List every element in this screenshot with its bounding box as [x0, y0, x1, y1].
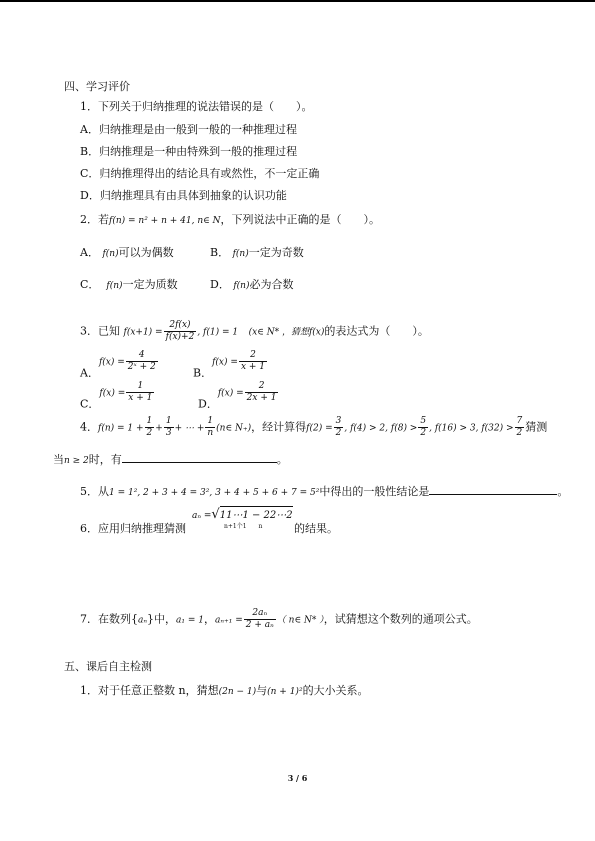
q5-answer-blank[interactable] [429, 484, 557, 495]
question-7 [80, 608, 478, 631]
question-6-stem: 6．应用归纳推理猜测 [80, 522, 186, 535]
q4-n-condition: n ≥ 2 [64, 456, 89, 466]
question-2-option-b [210, 246, 304, 261]
option-math: f(n) [106, 281, 123, 291]
option-label: C． [80, 397, 100, 411]
q4-third: $\frac{1}{3}$ [165, 416, 172, 438]
page-number: 3 / 6 [287, 773, 308, 783]
q3-lhs: f(x+1) = [123, 327, 163, 338]
q5-expression: 1 = 1², 2 + 3 + 4 = 3², 3 + 4 + 5 + 6 + 7 = 5² [109, 488, 320, 498]
option-text: 一定为奇数 [248, 246, 304, 259]
option-label: B． [193, 366, 213, 380]
question-3-option-a [80, 350, 159, 381]
q4-five-halves: $\frac{5}{2}$ [420, 416, 427, 438]
question-4-line-2 [53, 452, 288, 468]
q7-condition: （ n∈ N* ） [276, 615, 324, 626]
question-2-option-d [210, 278, 293, 293]
q5-period: 。 [557, 485, 569, 498]
comma: ， [203, 612, 215, 626]
q7-tail: ，试猜想这个数列的通项公式。 [323, 612, 478, 626]
q4-have: 时，有 [88, 453, 122, 466]
q7-number: 7．在数列{ [80, 612, 138, 626]
q7-mid: }中， [147, 612, 177, 626]
question-1-option-c: C．归纳推理得出的结论具有或然性，不一定正确 [80, 167, 320, 180]
option-lhs: f(x) = [212, 357, 238, 368]
option-label: D． [210, 278, 230, 291]
question-3-option-b [193, 350, 268, 381]
option-text: 可以为偶数 [118, 246, 174, 259]
p1-and: 与 [256, 684, 268, 697]
q4-mid: ，经计算得 [251, 420, 307, 434]
q3-fraction: $\frac{2f(x)}{f(x)+2}$ [165, 320, 195, 342]
q7-a1: a₁ = 1 [176, 615, 204, 626]
q4-f2: f(2) = [306, 423, 333, 434]
plus-sign: + [155, 423, 163, 434]
question-3-stem [80, 320, 429, 343]
question-2-stem [80, 213, 380, 228]
option-lhs: f(x) = [217, 388, 244, 399]
option-fraction: $\frac{4}{\text{2ˣ + 2}}$ [127, 350, 156, 372]
q3-tail: 的表达式为（ ）。 [324, 324, 429, 338]
q4-f4: , f(4) > 2, f(8) > [344, 423, 418, 434]
q2-number: 2．若 [80, 213, 109, 226]
q7-an: aₙ [138, 615, 148, 626]
section-heading-5: 五、课后自主检测 [64, 660, 152, 673]
option-label: D． [198, 397, 218, 411]
q2-tail: ，下列说法中正确的是（ ）。 [220, 213, 381, 226]
q4-period: 。 [276, 453, 288, 466]
practice-1 [80, 684, 369, 699]
question-6-tail: 的结果。 [294, 522, 338, 535]
q4-answer-blank[interactable] [122, 452, 277, 463]
q3-domain: (x∈ N* ，猜想 [248, 327, 309, 338]
question-1-option-b: B．归纳推理是一种由特殊到一般的推理过程 [80, 145, 298, 158]
option-math: f(n) [232, 249, 249, 259]
q3-number: 3．已知 [80, 324, 120, 338]
q6-subscript: n+1个1 n [224, 523, 263, 530]
question-1-stem: 1．下列关于归纳推理的说法错误的是（ ）。 [80, 100, 313, 113]
q4-f16: , f(16) > 3, f(32) > [429, 423, 514, 434]
option-label: A． [80, 366, 99, 380]
p1-expr-2: (n + 1)² [267, 687, 303, 697]
option-text: 必为合数 [249, 278, 294, 291]
q6-an: aₙ = [192, 511, 212, 521]
q7-recurrence-fraction: $\frac{\text{2aₙ}}{\text{2 + aₙ}}$ [245, 608, 274, 630]
option-math: f(n) [233, 281, 250, 291]
q4-definition: f(n) = 1 + [98, 423, 144, 434]
q4-three-halves: $\frac{3}{2}$ [335, 416, 342, 438]
q4-when: 当 [53, 453, 64, 466]
question-5 [80, 484, 568, 500]
q4-half: $\frac{1}{2}$ [146, 416, 153, 438]
option-lhs: f(x) = [99, 388, 126, 399]
p1-expr-1: (2n − 1) [218, 687, 257, 697]
q7-recurrence-lhs: aₙ₊₁ = [214, 615, 243, 626]
p1-stem: 1．对于任意正整数 n，猜想 [80, 684, 219, 697]
question-3-option-c [80, 381, 155, 412]
top-border-line [0, 0, 595, 2]
option-fraction: $\frac{1}{x + 1}$ [128, 381, 153, 403]
q4-seven-halves: $\frac{7}{2}$ [516, 416, 523, 438]
q4-number: 4． [80, 420, 98, 434]
option-label: B． [210, 246, 230, 259]
q4-nth: $\frac{1}{n}$ [207, 416, 214, 438]
option-lhs: f(x) = [98, 357, 125, 368]
question-2-option-a [80, 246, 174, 261]
q4-condition: (n∈ N₊) [216, 423, 252, 434]
q3-fx: f(x) [308, 327, 325, 338]
q5-tail: 中得出的一般性结论是 [319, 485, 430, 498]
q6-formula-top: aₙ =√ 11⋯1 − 22⋯2 [192, 507, 293, 522]
q2-condition: f(n) = n² + n + 41, n∈ N [109, 216, 221, 226]
option-label: C． [80, 278, 100, 291]
q3-condition: , f(1) = 1 [197, 327, 239, 338]
q4-tail: 猜测 [525, 420, 548, 434]
option-math: f(n) [102, 249, 119, 259]
question-2-option-c [80, 278, 178, 293]
option-fraction: $\frac{2}{2x + 1}$ [246, 381, 277, 403]
question-1-option-d: D．归纳推理具有由具体到抽象的认识功能 [80, 189, 287, 202]
section-heading: 四、学习评价 [64, 80, 130, 93]
option-label: A． [80, 246, 99, 259]
option-fraction: $\frac{2}{x + 1}$ [240, 350, 266, 372]
q5-number: 5．从 [80, 485, 109, 498]
q4-ellipsis: + ⋯ + [174, 423, 205, 434]
question-3-option-d [198, 381, 279, 412]
p1-tail: 的大小关系。 [302, 684, 369, 697]
q6-radicand: 11⋯1 − 22⋯2 [220, 508, 293, 523]
question-4-line-1 [80, 416, 547, 439]
option-text: 一定为质数 [122, 278, 178, 291]
question-1-option-a: A．归纳推理是由一般到一般的一种推理过程 [80, 123, 297, 136]
